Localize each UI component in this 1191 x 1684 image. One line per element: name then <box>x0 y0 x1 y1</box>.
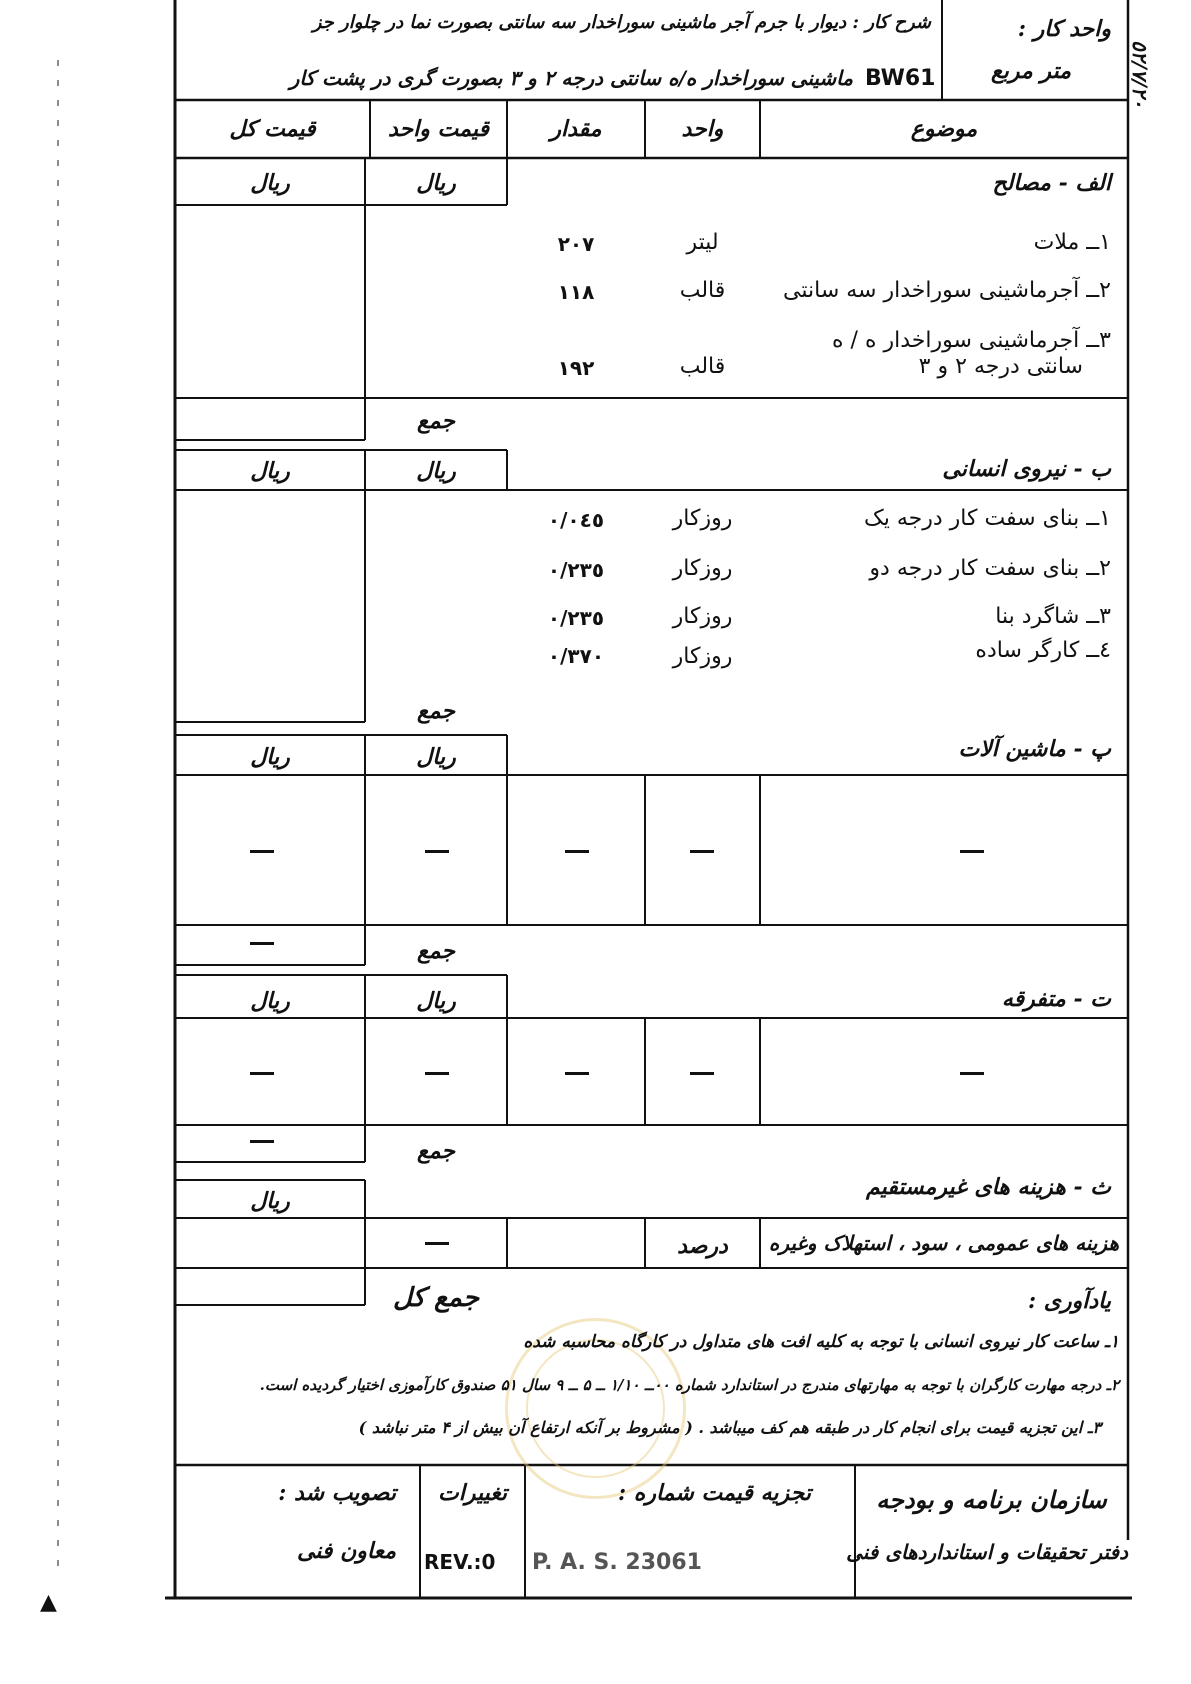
labor-name: ۱ــ بنای سفت کار درجه یک <box>864 506 1111 531</box>
empty-dash <box>690 1072 714 1075</box>
material-name: ۳ــ آجرماشینی سوراخدار ه / ه <box>832 328 1111 353</box>
work-code: BW61 <box>865 66 936 91</box>
approved-by: معاون فنی <box>296 1538 396 1564</box>
empty-dash <box>250 850 274 853</box>
revision: REV.:0 <box>424 1550 496 1574</box>
org-office: دفتر تحقیقات و استانداردهای فنی <box>846 1540 1128 1564</box>
material-name: ۲ــ آجرماشینی سوراخدار سه سانتی <box>783 278 1111 303</box>
col-total-price: قیمت کل <box>229 116 316 142</box>
analysis-number-label: تجزیه قیمت شماره : <box>618 1480 811 1506</box>
section-materials-title: الف - مصالح <box>992 170 1111 196</box>
col-quantity: مقدار <box>550 116 602 142</box>
sum-label: جمع <box>416 408 456 434</box>
material-name-cont: سانتی درجه ۲ و ۳ <box>918 354 1083 379</box>
currency-label: ریال <box>250 458 290 484</box>
currency-label: ریال <box>250 1188 290 1214</box>
empty-dash <box>250 942 274 945</box>
empty-dash <box>565 1072 589 1075</box>
empty-dash <box>250 1072 274 1075</box>
currency-label: ریال <box>416 458 456 484</box>
empty-dash <box>425 850 449 853</box>
approved-label: تصویب شد : <box>278 1480 396 1506</box>
sum-label: جمع <box>416 938 456 964</box>
empty-dash <box>960 850 984 853</box>
note-2: ۲ـ درجه مهارت کارگران با توجه به مهارتهای مندرج در استاندارد شماره ۰۰ــ ۱/۱۰ ــ ۵ ــ ۹ سال ۵۱ صندوق کارآموزی اختیار گردیده است. <box>259 1376 1119 1394</box>
currency-label: ریال <box>250 988 290 1014</box>
col-unit: واحد <box>681 116 724 142</box>
currency-label: ریال <box>416 170 456 196</box>
empty-dash <box>425 1242 449 1245</box>
empty-dash <box>565 850 589 853</box>
org-name: سازمان برنامه و بودجه <box>876 1485 1107 1514</box>
labor-unit: روزکار <box>672 506 733 531</box>
note-1: ۱ـ ساعت کار نیروی انسانی با توجه به کلیه افت های متداول در کارگاه محاسبه شده <box>523 1332 1119 1352</box>
sum-label: جمع <box>416 698 456 724</box>
labor-qty: ۰/۲۳٥ <box>547 558 605 582</box>
labor-unit: روزکار <box>672 644 733 669</box>
empty-dash <box>250 1140 274 1143</box>
section-indirect-title: ث - هزینه های غیرمستقیم <box>865 1174 1111 1200</box>
col-unit-price: قیمت واحد <box>387 116 490 142</box>
arrow-mark: ▲ <box>40 1590 57 1615</box>
material-qty: ۲۰۷ <box>557 232 595 256</box>
labor-name: ۳ــ شاگرد بنا <box>995 604 1111 629</box>
note-3: ۳ـ این تجزیه قیمت برای انجام کار در طبقه هم کف میباشد . ( مشروط بر آنکه ارتفاع آن بیش از ۴ متر نباشد ) <box>358 1418 1101 1437</box>
currency-label: ریال <box>416 744 456 770</box>
sum-label: جمع <box>416 1138 456 1164</box>
side-date: ٥٢/٧/٢٠ <box>1128 40 1152 109</box>
labor-name: ۲ــ بنای سفت کار درجه دو <box>869 556 1111 581</box>
grand-total-label: جمع کل <box>392 1283 480 1313</box>
labor-name: ٤ــ کارگر ساده <box>975 638 1111 663</box>
labor-unit: روزکار <box>672 556 733 581</box>
pas-number: P. A. S. 23061 <box>532 1550 702 1575</box>
col-subject: موضوع <box>910 116 978 142</box>
material-unit: قالب <box>679 278 726 303</box>
material-name: ۱ــ ملات <box>1033 230 1111 255</box>
material-qty: ۱۹۲ <box>557 356 595 380</box>
labor-qty: ۰/۰٤٥ <box>547 508 605 532</box>
work-description-line2: ماشینی سوراخدار ه/ه سانتی درجه ۲ و ۳ بصورت گری در پشت کار <box>289 66 853 90</box>
currency-label: ریال <box>250 744 290 770</box>
indirect-row-unit: درصد <box>677 1233 728 1259</box>
work-unit-label: واحد کار : <box>1017 16 1111 42</box>
labor-qty: ۰/۳۷۰ <box>547 644 605 668</box>
material-unit: لیتر <box>686 230 719 255</box>
empty-dash <box>960 1072 984 1075</box>
notes-title: یادآوری : <box>1028 1288 1111 1314</box>
section-labor-title: ب - نیروی انسانی <box>942 456 1111 482</box>
indirect-row-label: هزینه های عمومی ، سود ، استهلاک وغیره <box>768 1231 1119 1255</box>
currency-label: ریال <box>416 988 456 1014</box>
currency-label: ریال <box>250 170 290 196</box>
work-description-line1: شرح کار : دیوار با جرم آجر ماشینی سوراخدار سه سانتی بصورت نما در چلوار جز <box>312 12 931 33</box>
section-misc-title: ت - متفرقه <box>1001 986 1111 1012</box>
labor-unit: روزکار <box>672 604 733 629</box>
labor-qty: ۰/۲۳٥ <box>547 606 605 630</box>
empty-dash <box>690 850 714 853</box>
material-unit: قالب <box>679 354 726 379</box>
empty-dash <box>425 1072 449 1075</box>
section-machinery-title: پ - ماشین آلات <box>958 736 1111 762</box>
changes-label: تغییرات <box>438 1480 507 1506</box>
unit-value: متر مربع <box>991 58 1071 84</box>
material-qty: ۱۱۸ <box>557 280 595 304</box>
